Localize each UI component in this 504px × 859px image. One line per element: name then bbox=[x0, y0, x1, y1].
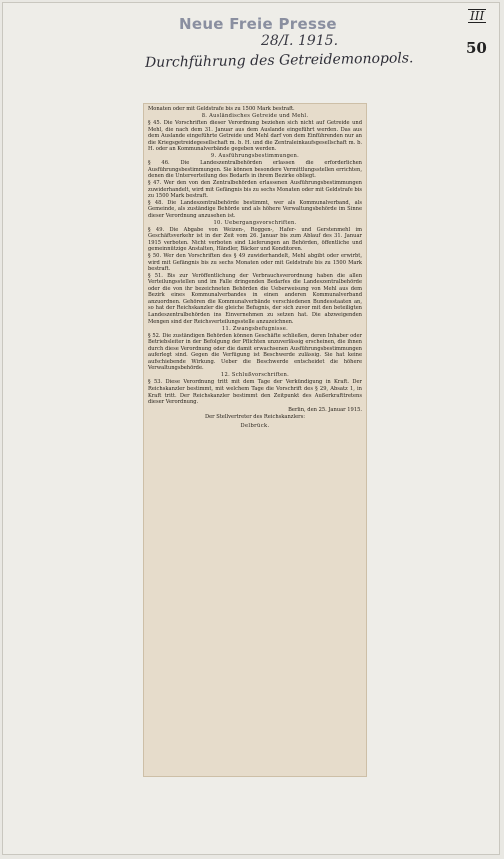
date-line: Berlin, den 25. Januar 1915. bbox=[288, 406, 362, 413]
paragraph: § 50. Wer den Vorschriften des § 49 zuwiderhandelt, Mehl abgibt oder erwirbt, wird mit Gefängnis bis zu sechs Monaten oder mit Geldstrafe bis zu 1500 Mark bestraft. bbox=[148, 253, 362, 273]
paragraph: § 46. Die Landeszentralbehörden erlassen die erforderlichen Ausführungsbestimmungen. Sie können besondere Vermittlungsstellen errichten, denen die Unterverteilung des Bedarfs in ihrem Bezirke obliegt. bbox=[148, 160, 362, 180]
paragraph: § 48. Die Landeszentralbehörde bestimmt, wer als Kommunalverband, als Gemeinde, als zuständige Behörde und als höhere Verwaltungsbehörde im Sinne dieser Verordnung anzusehen ist. bbox=[148, 199, 362, 219]
paragraph: § 49. Die Abgabe von Weizen-, Roggen-, Hafer- und Gerstenmehl im Geschäftsverkehr ist in der Zeit vom 26. Januar bis zum Ablauf des 31. Januar 1915 verboten. Nicht verboten sind Lieferungen an Behörden, öffentliche und gemeinnützige Anstalten, Händler, Bäcker und Konditoren. bbox=[148, 226, 362, 253]
page-number: 50 bbox=[466, 39, 487, 57]
paragraph: § 45. Die Vorschriften dieser Verordnung beziehen sich nicht auf Getreide und Mehl, die nach dem 31. Januar aus dem Auslande eingeführt werden. Das aus dem Auslande eingeführte Getreide und Mehl darf von dem Einführenden nur an die Kriegsgetreidegesellschaft m. b. H. und die Zentraleinkaufsgesellschaft m. b. H. oder an Kommunalverbände gegeben werden. bbox=[148, 120, 362, 153]
section-heading: 12. Schlußvorschriften. bbox=[220, 372, 290, 379]
paragraph: § 52. Die zuständigen Behörden können Geschäfte schließen, deren Inhaber oder Betriebsleiter in der Befolgung der Pflichten unzuverlässig erscheinen, die ihnen durch diese Verordnung oder die damit erwachsenen Ausführungsbestimmungen auferlegt sind. Gegen die Verfügung ist Beschwerde zulässig. Sie hat keine aufschiebende Wirkung. Ueber die Beschwerde entscheidet die höhere Verwaltungsbehörde. bbox=[148, 332, 362, 372]
signatory-title: Der Stellvertreter des Reichskanzlers: bbox=[204, 414, 306, 421]
section-heading: 11. Zwangsbefugnisse. bbox=[221, 325, 289, 332]
section-heading: 8. Ausländisches Getreide und Mehl. bbox=[201, 113, 309, 120]
signature: Delbrück. bbox=[240, 422, 270, 429]
volume-mark: III bbox=[470, 9, 485, 23]
section-heading: 9. Ausführungsbestimmungen. bbox=[210, 153, 300, 160]
paragraph: Monaten oder mit Geldstrafe bis zu 1500 Mark bestraft. bbox=[148, 106, 295, 112]
newspaper-clipping bbox=[143, 103, 367, 777]
paragraph: § 47. Wer den von den Zentralbehörden erlassenen Ausführungsbestimmungen zuwiderhandelt, wird mit Gefängnis bis zu sechs Monaten oder mit Geldstrafe bis zu 1500 Mark bestraft. bbox=[148, 180, 362, 200]
paragraph: § 53. Diese Verordnung tritt mit dem Tage der Verkündigung in Kraft. Der Reichskanzler bestimmt, mit welchem Tage die Vorschrift des § 29, Absatz 1, in Kraft tritt. Der Reichskanzler bestimmt den Zeitpunkt des Außerkrafttretens dieser Verordnung. bbox=[148, 379, 362, 406]
handwritten-date: 28/I. 1915. bbox=[261, 33, 339, 49]
archive-sheet bbox=[2, 2, 500, 855]
newspaper-stamp: Neue Freie Presse bbox=[179, 15, 337, 33]
paragraph: § 51. Bis zur Veröffentlichung der Verbrauchsverordnung haben die allen Verteilungsstellen und im Falle dringenden Bedarfes die Landeszentralbehörde oder die von ihr bezeichneten Behörden die Ueberweisung von Mehl aus dem Bezirk eines Kommunalverbandes in einen anderen Kommunalverband anzuordnen. Gehören die Kommunalverbände verschiedenen Bundesstaaten an, so hat der Reichskanzler die gleiche Befugnis, der sich zuvor mit den beteiligten Landeszentralbehörden ins Einvernehmen zu setzen hat. Die abzweigenden Mengen sind der Reichsverteilungsstelle anzuzeichnen. bbox=[148, 272, 362, 325]
section-heading: 10. Uebergangsvorschriften. bbox=[213, 219, 297, 226]
handwritten-title: Durchführung des Getreidemonopols. bbox=[144, 50, 414, 71]
